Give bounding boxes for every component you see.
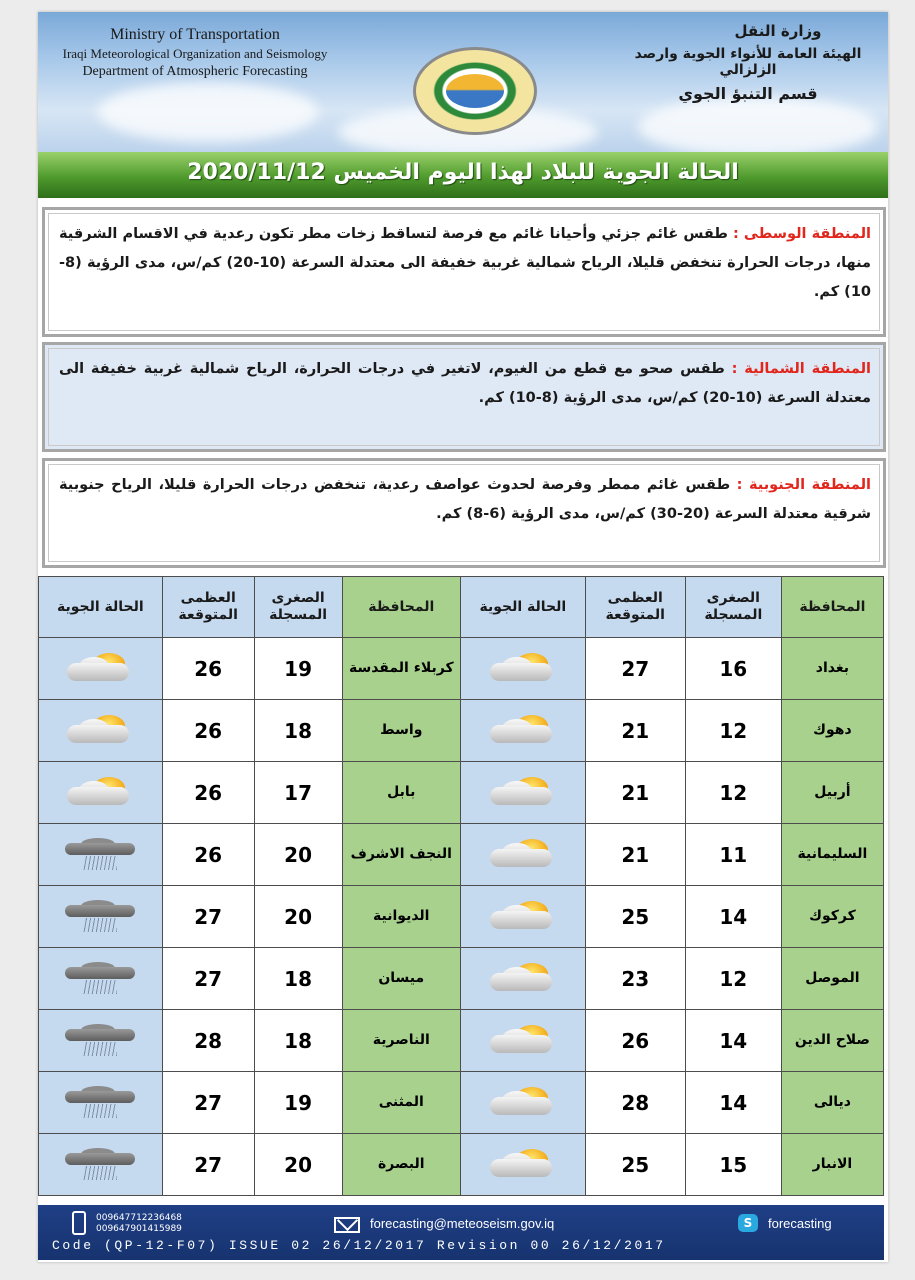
partly-cloudy-icon: [61, 651, 139, 687]
weather-state: [39, 886, 163, 948]
phone-numbers: [96, 1213, 182, 1235]
partly-cloudy-icon: [484, 651, 562, 687]
partly-cloudy-icon: [484, 713, 562, 749]
weather-state: [461, 700, 586, 762]
province-name: المثنى: [342, 1072, 461, 1134]
header-banner: [38, 12, 888, 152]
forecast-sheet: [38, 12, 888, 1262]
max-temp: 27: [585, 638, 685, 700]
max-temp: 27: [162, 948, 254, 1010]
weather-state: [461, 638, 586, 700]
table-row: [39, 700, 884, 762]
partly-cloudy-icon: [484, 1023, 562, 1059]
mail-icon: [334, 1217, 360, 1233]
max-temp: 26: [162, 762, 254, 824]
weather-state: [461, 948, 586, 1010]
region-label: المنطقة الجنوبية :: [736, 477, 871, 493]
min-temp: 20: [254, 824, 342, 886]
table-row: [39, 762, 884, 824]
province-name: السليمانية: [781, 824, 883, 886]
organization-name-en: Iraqi Meteorological Organization and Seismology: [62, 46, 328, 61]
table-row: [39, 638, 884, 700]
header-province: المحافظة: [781, 577, 883, 638]
min-temp: 12: [685, 700, 781, 762]
table-row: [39, 886, 884, 948]
region-label: المنطقة الشمالية :: [731, 361, 871, 377]
province-name: الديوانية: [342, 886, 461, 948]
title-bar: [38, 152, 888, 198]
rain-cloud-icon: [61, 837, 139, 873]
header-max: العظمى المتوقعة: [162, 577, 254, 638]
forecast-table: [38, 576, 884, 1196]
province-name: بابل: [342, 762, 461, 824]
max-temp: 27: [162, 1134, 254, 1196]
phone-icon: [72, 1211, 86, 1235]
max-temp: 21: [585, 762, 685, 824]
table-row: [39, 1010, 884, 1072]
max-temp: 26: [162, 700, 254, 762]
province-name: الناصرية: [342, 1010, 461, 1072]
organization-name-ar: الهيئة العامة للأنواء الجوية وارصد الزلزالي: [634, 46, 862, 78]
header-max: العظمى المتوقعة: [585, 577, 685, 638]
weather-state: [39, 1010, 163, 1072]
ministry-name-en: Ministry of Transportation: [110, 26, 280, 43]
partly-cloudy-icon: [484, 961, 562, 997]
arabic-ministry-block: [618, 22, 878, 103]
weather-state: [461, 1134, 586, 1196]
max-temp: 25: [585, 1134, 685, 1196]
rain-cloud-icon: [61, 1147, 139, 1183]
province-name: الانبار: [781, 1134, 883, 1196]
province-name: أربيل: [781, 762, 883, 824]
partly-cloudy-icon: [484, 837, 562, 873]
partly-cloudy-icon: [484, 775, 562, 811]
header-min: الصغرى المسجلة: [254, 577, 342, 638]
min-temp: 16: [685, 638, 781, 700]
province-name: النجف الاشرف: [342, 824, 461, 886]
region-south: [42, 458, 886, 568]
table-row: [39, 948, 884, 1010]
department-name-en: Department of Atmospheric Forecasting: [82, 64, 308, 79]
max-temp: 27: [162, 886, 254, 948]
weather-state: [39, 824, 163, 886]
min-temp: 19: [254, 1072, 342, 1134]
min-temp: 20: [254, 886, 342, 948]
province-name: بغداد: [781, 638, 883, 700]
english-ministry-block: [50, 26, 340, 80]
province-name: كربلاء المقدسة: [342, 638, 461, 700]
max-temp: 23: [585, 948, 685, 1010]
min-temp: 12: [685, 762, 781, 824]
province-name: ديالى: [781, 1072, 883, 1134]
max-temp: 27: [162, 1072, 254, 1134]
partly-cloudy-icon: [61, 775, 139, 811]
phone-number: 009647712236468: [96, 1213, 182, 1223]
weather-state: [39, 638, 163, 700]
partly-cloudy-icon: [61, 713, 139, 749]
weather-state: [39, 762, 163, 824]
email-address: forecasting@meteoseism.gov.iq: [370, 1216, 555, 1231]
max-temp: 26: [162, 824, 254, 886]
ministry-name-ar: وزارة النقل: [734, 22, 822, 40]
header-weather: الحالة الجوية: [461, 577, 586, 638]
header-province: المحافظة: [342, 577, 461, 638]
province-name: ميسان: [342, 948, 461, 1010]
region-description: طقس غائم جزئي وأحيانا غائم مع فرصة لتساقط زخات مطر تكون رعدية في الاقسام الشرقية منها، درجات الحرارة تنخفض قليلا، الرياح شمالية غربية خفيفة الى معتدلة السرعة (10-20) كم/س، مدى الرؤية (8-10) كم.: [59, 226, 872, 300]
max-temp: 28: [162, 1010, 254, 1072]
min-temp: 19: [254, 638, 342, 700]
partly-cloudy-icon: [484, 1147, 562, 1183]
cloud-decoration: [98, 82, 318, 142]
region-label: المنطقة الوسطى :: [733, 226, 871, 242]
organization-logo: [413, 47, 537, 135]
max-temp: 21: [585, 824, 685, 886]
min-temp: 14: [685, 1072, 781, 1134]
department-name-ar: قسم التنبؤ الجوي: [678, 84, 818, 103]
skype-icon: S: [738, 1214, 758, 1232]
min-temp: 14: [685, 1010, 781, 1072]
region-description: طقس صحو مع قطع من الغيوم، لاتغير في درجات الحرارة، الرياح شمالية غربية خفيفة الى معتدلة السرعة (10-20) كم/س، مدى الرؤية (8-10) كم.: [59, 361, 871, 406]
table-row: [39, 824, 884, 886]
rain-cloud-icon: [61, 961, 139, 997]
weather-state: [461, 762, 586, 824]
province-name: واسط: [342, 700, 461, 762]
max-temp: 25: [585, 886, 685, 948]
table-row: [39, 1072, 884, 1134]
min-temp: 17: [254, 762, 342, 824]
min-temp: 18: [254, 1010, 342, 1072]
footer-bar: [38, 1205, 884, 1260]
weather-state: [39, 948, 163, 1010]
max-temp: 26: [585, 1010, 685, 1072]
min-temp: 11: [685, 824, 781, 886]
region-text: [59, 220, 871, 307]
rain-cloud-icon: [61, 1023, 139, 1059]
cloud-decoration: [638, 97, 878, 152]
min-temp: 18: [254, 948, 342, 1010]
partly-cloudy-icon: [484, 899, 562, 935]
province-name: البصرة: [342, 1134, 461, 1196]
table-header-row: [39, 577, 884, 638]
max-temp: 26: [162, 638, 254, 700]
document-code: Code (QP-12-F07) ISSUE 02 26/12/2017 Revision 00 26/12/2017: [52, 1238, 666, 1253]
region-text: [59, 471, 871, 529]
page-title: الحالة الجوية للبلاد لهذا اليوم الخميس 2020/11/12: [187, 160, 739, 185]
region-north: [42, 342, 886, 452]
logo-sun-sea-emblem: [446, 74, 504, 108]
rain-cloud-icon: [61, 1085, 139, 1121]
min-temp: 12: [685, 948, 781, 1010]
table-body: [39, 638, 884, 1196]
weather-state: [461, 1010, 586, 1072]
weather-state: [39, 700, 163, 762]
skype-handle: forecasting: [768, 1216, 832, 1231]
max-temp: 21: [585, 700, 685, 762]
header-min: الصغرى المسجلة: [685, 577, 781, 638]
min-temp: 18: [254, 700, 342, 762]
table-row: [39, 1134, 884, 1196]
province-name: صلاح الدين: [781, 1010, 883, 1072]
rain-cloud-icon: [61, 899, 139, 935]
weather-state: [461, 886, 586, 948]
region-text: [59, 355, 871, 413]
max-temp: 28: [585, 1072, 685, 1134]
province-name: كركوك: [781, 886, 883, 948]
phone-number: 009647901415989: [96, 1224, 182, 1234]
min-temp: 20: [254, 1134, 342, 1196]
partly-cloudy-icon: [484, 1085, 562, 1121]
min-temp: 14: [685, 886, 781, 948]
province-name: الموصل: [781, 948, 883, 1010]
min-temp: 15: [685, 1134, 781, 1196]
weather-state: [461, 1072, 586, 1134]
weather-state: [39, 1072, 163, 1134]
header-weather: الحالة الجوية: [39, 577, 163, 638]
province-name: دهوك: [781, 700, 883, 762]
weather-state: [461, 824, 586, 886]
region-central: [42, 207, 886, 337]
weather-state: [39, 1134, 163, 1196]
region-description: طقس غائم ممطر وفرصة لحدوث عواصف رعدية، تنخفض درجات الحرارة قليلا، الرياح جنوبية شرقية معتدلة السرعة (20-30) كم/س، مدى الرؤية (6-8) كم.: [59, 477, 871, 522]
